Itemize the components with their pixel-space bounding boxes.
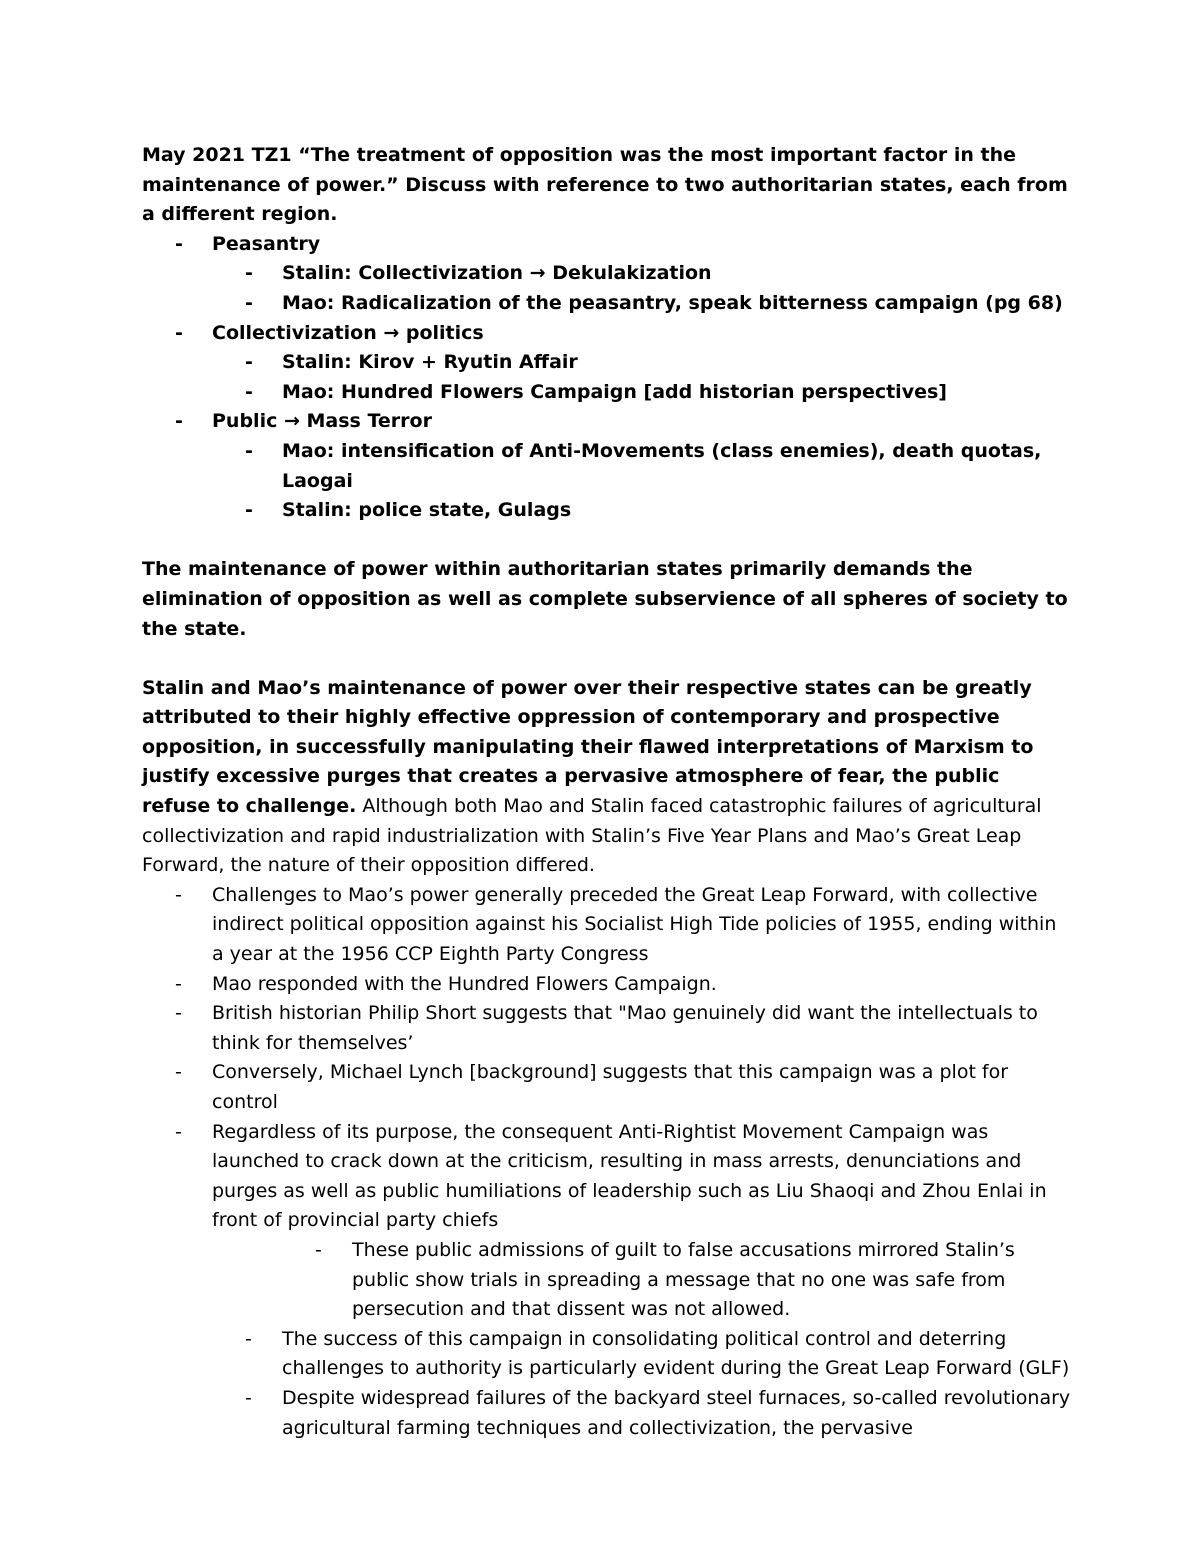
bullet-dash: - xyxy=(175,410,183,433)
outline-item-text: Public → Mass Terror xyxy=(212,410,432,433)
essay-question: May 2021 TZ1 “The treatment of opposition was the most important factor in the maintenance of power.” Discuss with reference to two authoritarian states, each from a different region. xyxy=(142,144,1068,226)
point-item xyxy=(142,1325,1072,1384)
point-item-text: Challenges to Mao’s power generally preceded the Great Leap Forward, with collective indirect political opposition against his Socialist High Tide policies of 1955, ending within a year at the 1956 CCP Eighth Party Congress xyxy=(212,883,1057,966)
point-item xyxy=(142,881,1072,970)
outline-item-text: Collectivization → politics xyxy=(212,321,484,344)
outline-item-text: Mao: Hundred Flowers Campaign [add historian perspectives] xyxy=(282,380,947,403)
point-item xyxy=(142,1236,1072,1325)
bullet-dash: - xyxy=(245,351,253,374)
point-item xyxy=(142,1384,1072,1443)
point-item-text: Mao responded with the Hundred Flowers Campaign. xyxy=(212,972,717,995)
bullet-dash: - xyxy=(245,291,253,314)
outline-item xyxy=(142,437,1072,496)
outline-item xyxy=(142,496,1072,526)
outline-item-text: Stalin: Kirov + Ryutin Affair xyxy=(282,351,578,374)
paragraph-gap xyxy=(142,644,1072,674)
outline-item xyxy=(142,319,1072,349)
point-item xyxy=(142,999,1072,1058)
point-item-text: Regardless of its purpose, the consequent Anti-Rightist Movement Campaign was launched to crack down at the criticism, resulting in mass arrests, denunciations and purges as well as public humiliations of leadership such as Liu Shaoqi and Zhou Enlai in front of provincial party chiefs xyxy=(212,1120,1047,1232)
outline-item xyxy=(142,348,1072,378)
point-item-text: Conversely, Michael Lynch [background] suggests that this campaign was a plot for control xyxy=(212,1061,1009,1113)
bullet-dash: - xyxy=(175,1061,182,1084)
bullet-dash: - xyxy=(175,1120,182,1143)
thesis-paragraph: The maintenance of power within authoritarian states primarily demands the elimination of opposition as well as complete subservience of all spheres of society to the state. xyxy=(142,558,1068,640)
point-item-text: Despite widespread failures of the backyard steel furnaces, so-called revolutionary agricultural farming techniques and collectivization, the pervasive xyxy=(282,1386,1071,1439)
bullet-dash: - xyxy=(245,499,253,522)
bullet-dash: - xyxy=(245,1386,252,1409)
points-list xyxy=(142,881,1072,1443)
point-item xyxy=(142,970,1072,1000)
bullet-dash: - xyxy=(175,972,182,995)
bullet-dash: - xyxy=(245,439,253,462)
outline-item xyxy=(142,230,1072,260)
bullet-dash: - xyxy=(245,380,253,403)
bullet-dash: - xyxy=(315,1238,322,1261)
paragraph-gap xyxy=(142,526,1072,556)
outline-item xyxy=(142,289,1072,319)
argument-bold-text: Stalin and Mao’s maintenance of power over their respective states can be greatly attributed to their highly effective oppression of contemporary and prospective opposition, in successfully manipulating their flawed interpretations of Marxism to justify excessive purges that creates a pervasive atmosphere of fear, the public refuse to challenge. xyxy=(142,676,1034,818)
bullet-dash: - xyxy=(175,321,183,344)
bullet-dash: - xyxy=(175,1002,182,1025)
outline-item xyxy=(142,407,1072,437)
argument-regular-text: Although both Mao and Stalin faced catastrophic failures of agricultural collectivization and rapid industrialization with Stalin’s Five Year Plans and Mao’s Great Leap Forward, the nature of their opposition differed. xyxy=(142,795,1042,877)
outline-list xyxy=(142,230,1072,526)
outline-item-text: Mao: Radicalization of the peasantry, speak bitterness campaign (pg 68) xyxy=(282,291,1063,314)
point-item-text: British historian Philip Short suggests that "Mao genuinely did want the intellectuals to think for themselves’ xyxy=(212,1002,1038,1054)
argument-paragraph xyxy=(142,674,1072,881)
point-item-text: The success of this campaign in consolidating political control and deterring challenges to authority is particularly evident during the Great Leap Forward (GLF) xyxy=(282,1327,1070,1380)
outline-item xyxy=(142,378,1072,408)
point-item xyxy=(142,1118,1072,1236)
bullet-dash: - xyxy=(245,262,253,285)
outline-item-text: Stalin: Collectivization → Dekulakization xyxy=(282,262,712,285)
point-item xyxy=(142,1058,1072,1117)
outline-item-text: Stalin: police state, Gulags xyxy=(282,499,572,522)
bullet-dash: - xyxy=(175,232,183,255)
document-body xyxy=(142,141,1072,1443)
bullet-dash: - xyxy=(175,883,182,906)
outline-item-text: Mao: intensification of Anti-Movements (class enemies), death quotas, Laogai xyxy=(282,439,1042,492)
outline-item xyxy=(142,259,1072,289)
bullet-dash: - xyxy=(245,1327,252,1350)
point-item-text: These public admissions of guilt to false accusations mirrored Stalin’s public show trials in spreading a message that no one was safe from persecution and that dissent was not allowed. xyxy=(352,1238,1015,1321)
outline-item-text: Peasantry xyxy=(212,232,321,255)
